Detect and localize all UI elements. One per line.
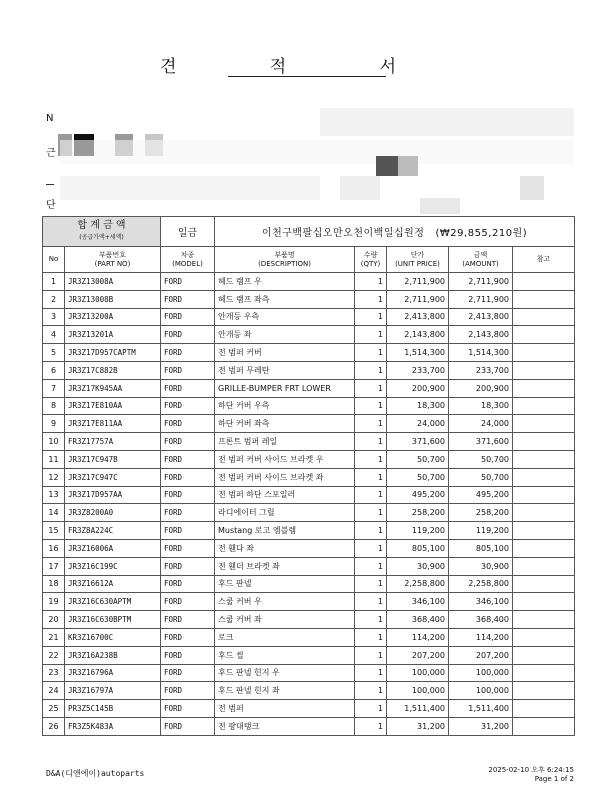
cell-no: 4: [43, 326, 65, 344]
footer-timestamp: 2025-02-10 오후 6:24:15: [488, 766, 574, 774]
cell-note: [513, 344, 575, 362]
cell-unit: 2,711,900: [387, 290, 449, 308]
cell-note: [513, 450, 575, 468]
cell-model: FORD: [161, 326, 215, 344]
cell-unit: 200,900: [387, 379, 449, 397]
cell-no: 18: [43, 575, 65, 593]
table-row: [43, 308, 575, 326]
col-header-model: 차종 (MODEL): [161, 247, 215, 273]
cell-amount: 24,000: [449, 415, 513, 433]
cell-note: [513, 575, 575, 593]
cell-no: 9: [43, 415, 65, 433]
cell-no: 24: [43, 682, 65, 700]
table-row: [43, 522, 575, 540]
cell-qty: 1: [355, 486, 387, 504]
total-amount-label: [43, 217, 161, 247]
cell-note: [513, 504, 575, 522]
table-row: [43, 397, 575, 415]
table-row: [43, 273, 575, 291]
cell-qty: 1: [355, 415, 387, 433]
cell-part-no: FR3Z17757A: [65, 433, 161, 451]
cell-amount: 114,200: [449, 628, 513, 646]
cell-amount: 2,413,800: [449, 308, 513, 326]
cell-unit: 30,900: [387, 557, 449, 575]
cell-desc: 전 범퍼 커버 사이드 브라켓 좌: [215, 468, 355, 486]
cell-desc: 스쿱 커버 좌: [215, 611, 355, 629]
cell-no: 23: [43, 664, 65, 682]
info-mark-3: 단: [46, 200, 56, 211]
cell-amount: 233,700: [449, 361, 513, 379]
cell-no: 13: [43, 486, 65, 504]
cell-unit: 119,200: [387, 522, 449, 540]
cell-unit: 100,000: [387, 664, 449, 682]
total-amount-label-sub: (공급가액+세액): [79, 233, 124, 241]
cell-qty: 1: [355, 308, 387, 326]
table-row: [43, 646, 575, 664]
table-row: [43, 504, 575, 522]
footer-meta: [470, 766, 574, 784]
document-title: 견 적 서: [159, 57, 441, 77]
cell-no: 26: [43, 717, 65, 735]
col-header-unit-price: 단가 (UNIT PRICE): [387, 247, 449, 273]
cell-note: [513, 433, 575, 451]
cell-note: [513, 628, 575, 646]
cell-qty: 1: [355, 379, 387, 397]
cell-amount: 368,400: [449, 611, 513, 629]
cell-qty: 1: [355, 646, 387, 664]
cell-model: FORD: [161, 717, 215, 735]
cell-model: FORD: [161, 468, 215, 486]
cell-amount: 2,258,800: [449, 575, 513, 593]
cell-qty: 1: [355, 682, 387, 700]
total-amount-label-main: 합 계 금 액: [77, 219, 126, 231]
cell-unit: 2,711,900: [387, 273, 449, 291]
col-header-no: No: [43, 247, 65, 273]
cell-qty: 1: [355, 593, 387, 611]
quotation-table: [42, 216, 575, 736]
cell-unit: 50,700: [387, 468, 449, 486]
cell-desc: 전 휀더 브라켓 좌: [215, 557, 355, 575]
cell-model: FORD: [161, 539, 215, 557]
cell-unit: 1,514,300: [387, 344, 449, 362]
cell-model: FORD: [161, 273, 215, 291]
cell-no: 3: [43, 308, 65, 326]
info-dash: [46, 184, 54, 185]
table-row: [43, 379, 575, 397]
cell-qty: 1: [355, 700, 387, 718]
cell-desc: 후드 씰: [215, 646, 355, 664]
cell-no: 17: [43, 557, 65, 575]
cell-no: 21: [43, 628, 65, 646]
cell-part-no: JR3Z17E810AA: [65, 397, 161, 415]
cell-desc: 프론트 범퍼 레일: [215, 433, 355, 451]
cell-no: 1: [43, 273, 65, 291]
cell-qty: 1: [355, 450, 387, 468]
cell-part-no: JR3Z13200A: [65, 308, 161, 326]
table-row: [43, 486, 575, 504]
cell-note: [513, 290, 575, 308]
cell-no: 10: [43, 433, 65, 451]
cell-amount: 119,200: [449, 522, 513, 540]
cell-amount: 2,711,900: [449, 290, 513, 308]
cell-no: 25: [43, 700, 65, 718]
cell-unit: 2,258,800: [387, 575, 449, 593]
cell-no: 11: [43, 450, 65, 468]
cell-part-no: PR3Z5C145B: [65, 700, 161, 718]
col-header-note: 참고: [513, 247, 575, 273]
table-row: [43, 415, 575, 433]
cell-part-no: JR3Z17E811AA: [65, 415, 161, 433]
cell-model: FORD: [161, 682, 215, 700]
cell-part-no: JR3Z13008A: [65, 273, 161, 291]
cell-part-no: JR3Z17D957CAPTM: [65, 344, 161, 362]
cell-model: FORD: [161, 450, 215, 468]
cell-desc: 헤드 램프 좌측: [215, 290, 355, 308]
col-header-description: 부품명 (DESCRIPTION): [215, 247, 355, 273]
cell-qty: 1: [355, 326, 387, 344]
redacted-block: [398, 156, 418, 176]
cell-amount: 200,900: [449, 379, 513, 397]
cell-desc: 전 범퍼 커버: [215, 344, 355, 362]
cell-amount: 30,900: [449, 557, 513, 575]
cell-part-no: JR3Z17C947C: [65, 468, 161, 486]
cell-no: 12: [43, 468, 65, 486]
redacted-block: [376, 156, 398, 176]
cell-model: FORD: [161, 379, 215, 397]
cell-model: FORD: [161, 522, 215, 540]
cell-desc: 후드 판넬: [215, 575, 355, 593]
cell-desc: 전 범퍼: [215, 700, 355, 718]
col-header-amount: 금액 (AMOUNT): [449, 247, 513, 273]
cell-unit: 1,511,400: [387, 700, 449, 718]
cell-part-no: FR3Z8A224C: [65, 522, 161, 540]
cell-unit: 2,413,800: [387, 308, 449, 326]
cell-desc: 하단 커버 좌측: [215, 415, 355, 433]
cell-unit: 50,700: [387, 450, 449, 468]
cell-no: 6: [43, 361, 65, 379]
cell-unit: 2,143,800: [387, 326, 449, 344]
cell-qty: 1: [355, 575, 387, 593]
cell-qty: 1: [355, 664, 387, 682]
cell-no: 14: [43, 504, 65, 522]
cell-no: 5: [43, 344, 65, 362]
cell-unit: 24,000: [387, 415, 449, 433]
footer-page: Page 1 of 2: [534, 775, 574, 783]
cell-model: FORD: [161, 628, 215, 646]
cell-unit: 346,100: [387, 593, 449, 611]
cell-note: [513, 308, 575, 326]
table-row: [43, 611, 575, 629]
cell-part-no: JR3Z16612A: [65, 575, 161, 593]
redacted-block: [320, 108, 574, 136]
cell-no: 2: [43, 290, 65, 308]
table-row: [43, 344, 575, 362]
cell-amount: 50,700: [449, 450, 513, 468]
table-row: [43, 628, 575, 646]
cell-note: [513, 273, 575, 291]
cell-note: [513, 611, 575, 629]
cell-note: [513, 539, 575, 557]
amount-in-words: 이천구백팔십오만오천이백일십원정: [261, 228, 425, 239]
cell-part-no: JR3Z17C947B: [65, 450, 161, 468]
cell-part-no: JR3Z16006A: [65, 539, 161, 557]
cell-desc: GRILLE-BUMPER FRT LOWER: [215, 379, 355, 397]
cell-part-no: KR3Z16700C: [65, 628, 161, 646]
cell-amount: 495,200: [449, 486, 513, 504]
cell-model: FORD: [161, 664, 215, 682]
cell-note: [513, 646, 575, 664]
redacted-block: [520, 176, 544, 200]
cell-note: [513, 379, 575, 397]
cell-amount: 2,711,900: [449, 273, 513, 291]
cell-desc: 스쿱 커버 우: [215, 593, 355, 611]
cell-part-no: JR3Z16796A: [65, 664, 161, 682]
table-row: [43, 593, 575, 611]
cell-no: 15: [43, 522, 65, 540]
cell-model: FORD: [161, 290, 215, 308]
cell-part-no: FR3Z5K483A: [65, 717, 161, 735]
redacted-block: [340, 176, 380, 200]
cell-unit: 495,200: [387, 486, 449, 504]
cell-unit: 18,300: [387, 397, 449, 415]
cell-amount: 346,100: [449, 593, 513, 611]
cell-unit: 31,200: [387, 717, 449, 735]
cell-note: [513, 415, 575, 433]
table-row: [43, 717, 575, 735]
cell-part-no: JR3Z16797A: [65, 682, 161, 700]
cell-unit: 114,200: [387, 628, 449, 646]
cell-no: 19: [43, 593, 65, 611]
cell-part-no: JR3Z16C630BPTM: [65, 611, 161, 629]
cell-amount: 805,100: [449, 539, 513, 557]
cell-amount: 100,000: [449, 664, 513, 682]
cell-unit: 805,100: [387, 539, 449, 557]
cell-model: FORD: [161, 433, 215, 451]
cell-note: [513, 486, 575, 504]
cell-qty: 1: [355, 539, 387, 557]
cell-model: FORD: [161, 415, 215, 433]
cell-model: FORD: [161, 593, 215, 611]
cell-model: FORD: [161, 700, 215, 718]
title-underline: [228, 76, 386, 77]
cell-no: 20: [43, 611, 65, 629]
table-row: [43, 326, 575, 344]
redacted-block: [420, 198, 460, 214]
table-row: [43, 664, 575, 682]
col-header-part-no: 부품번호 (PART NO): [65, 247, 161, 273]
cell-unit: 207,200: [387, 646, 449, 664]
cell-part-no: JR3Z16C199C: [65, 557, 161, 575]
cell-qty: 1: [355, 344, 387, 362]
cell-desc: 전 범퍼 하단 스포일러: [215, 486, 355, 504]
cell-qty: 1: [355, 468, 387, 486]
cell-unit: 233,700: [387, 361, 449, 379]
cell-part-no: JR3Z13008B: [65, 290, 161, 308]
table-row: [43, 468, 575, 486]
cell-qty: 1: [355, 522, 387, 540]
cell-desc: 로크: [215, 628, 355, 646]
cell-part-no: JR3Z8200A0: [65, 504, 161, 522]
cell-unit: 368,400: [387, 611, 449, 629]
table-row: [43, 290, 575, 308]
cell-desc: 후드 판넬 힌지 좌: [215, 682, 355, 700]
cell-desc: 전 범퍼 무레탄: [215, 361, 355, 379]
table-row: [43, 450, 575, 468]
table-row: [43, 682, 575, 700]
cell-amount: 50,700: [449, 468, 513, 486]
cell-amount: 2,143,800: [449, 326, 513, 344]
cell-no: 16: [43, 539, 65, 557]
cell-note: [513, 557, 575, 575]
cell-note: [513, 468, 575, 486]
cell-note: [513, 593, 575, 611]
cell-desc: Mustang 로고 엠블렘: [215, 522, 355, 540]
cell-amount: 100,000: [449, 682, 513, 700]
cell-model: FORD: [161, 504, 215, 522]
total-amount-value: [215, 217, 575, 247]
cell-note: [513, 326, 575, 344]
cell-note: [513, 682, 575, 700]
cell-qty: 1: [355, 433, 387, 451]
cell-model: FORD: [161, 557, 215, 575]
cell-model: FORD: [161, 486, 215, 504]
cell-part-no: JR3Z13201A: [65, 326, 161, 344]
cell-note: [513, 717, 575, 735]
cell-note: [513, 397, 575, 415]
cell-qty: 1: [355, 504, 387, 522]
cell-desc: 하단 커버 우측: [215, 397, 355, 415]
table-row: [43, 575, 575, 593]
cell-amount: 1,511,400: [449, 700, 513, 718]
cell-qty: 1: [355, 717, 387, 735]
cell-desc: 전 범퍼 커버 사이드 브라켓 우: [215, 450, 355, 468]
cell-model: FORD: [161, 361, 215, 379]
cell-unit: 371,600: [387, 433, 449, 451]
redacted-block: [60, 176, 320, 200]
cell-note: [513, 522, 575, 540]
cell-part-no: JR3Z16A238B: [65, 646, 161, 664]
amount-in-number: (₩29,855,210원): [435, 228, 528, 239]
cell-amount: 18,300: [449, 397, 513, 415]
info-mark-1: N: [46, 113, 54, 124]
cell-model: FORD: [161, 397, 215, 415]
cell-amount: 258,200: [449, 504, 513, 522]
cell-desc: 안개등 좌: [215, 326, 355, 344]
cell-qty: 1: [355, 611, 387, 629]
cell-no: 22: [43, 646, 65, 664]
cell-desc: 전 팡대탱크: [215, 717, 355, 735]
cell-model: FORD: [161, 611, 215, 629]
redacted-block: [60, 140, 574, 164]
table-row: [43, 539, 575, 557]
cell-desc: 라디에이터 그릴: [215, 504, 355, 522]
cell-part-no: JR3Z16C630APTM: [65, 593, 161, 611]
cell-qty: 1: [355, 290, 387, 308]
cell-no: 8: [43, 397, 65, 415]
col-header-qty: 수량 (QTY): [355, 247, 387, 273]
cell-unit: 100,000: [387, 682, 449, 700]
cell-qty: 1: [355, 397, 387, 415]
cell-no: 7: [43, 379, 65, 397]
cell-qty: 1: [355, 628, 387, 646]
cell-part-no: JR3Z17C882B: [65, 361, 161, 379]
table-row: [43, 700, 575, 718]
cell-qty: 1: [355, 361, 387, 379]
footer-company: D&A(디앤에이)autoparts: [46, 769, 145, 778]
cell-desc: 전 휀다 좌: [215, 539, 355, 557]
cell-model: FORD: [161, 575, 215, 593]
cell-amount: 207,200: [449, 646, 513, 664]
info-mark-2: 근: [46, 148, 56, 159]
cell-model: FORD: [161, 308, 215, 326]
cell-model: FORD: [161, 646, 215, 664]
cell-unit: 258,200: [387, 504, 449, 522]
table-row: [43, 433, 575, 451]
cell-note: [513, 700, 575, 718]
cell-desc: 헤드 램프 우: [215, 273, 355, 291]
cell-part-no: JR3Z17D957AA: [65, 486, 161, 504]
table-row: [43, 557, 575, 575]
table-row: [43, 361, 575, 379]
cell-amount: 1,514,300: [449, 344, 513, 362]
cell-amount: 371,600: [449, 433, 513, 451]
cell-model: FORD: [161, 344, 215, 362]
cell-note: [513, 664, 575, 682]
cell-qty: 1: [355, 557, 387, 575]
amount-prefix: 일금: [161, 217, 215, 247]
cell-desc: 후드 판넬 힌지 우: [215, 664, 355, 682]
cell-desc: 안개등 우측: [215, 308, 355, 326]
cell-note: [513, 361, 575, 379]
cell-part-no: JR3Z17K945AA: [65, 379, 161, 397]
cell-qty: 1: [355, 273, 387, 291]
cell-amount: 31,200: [449, 717, 513, 735]
